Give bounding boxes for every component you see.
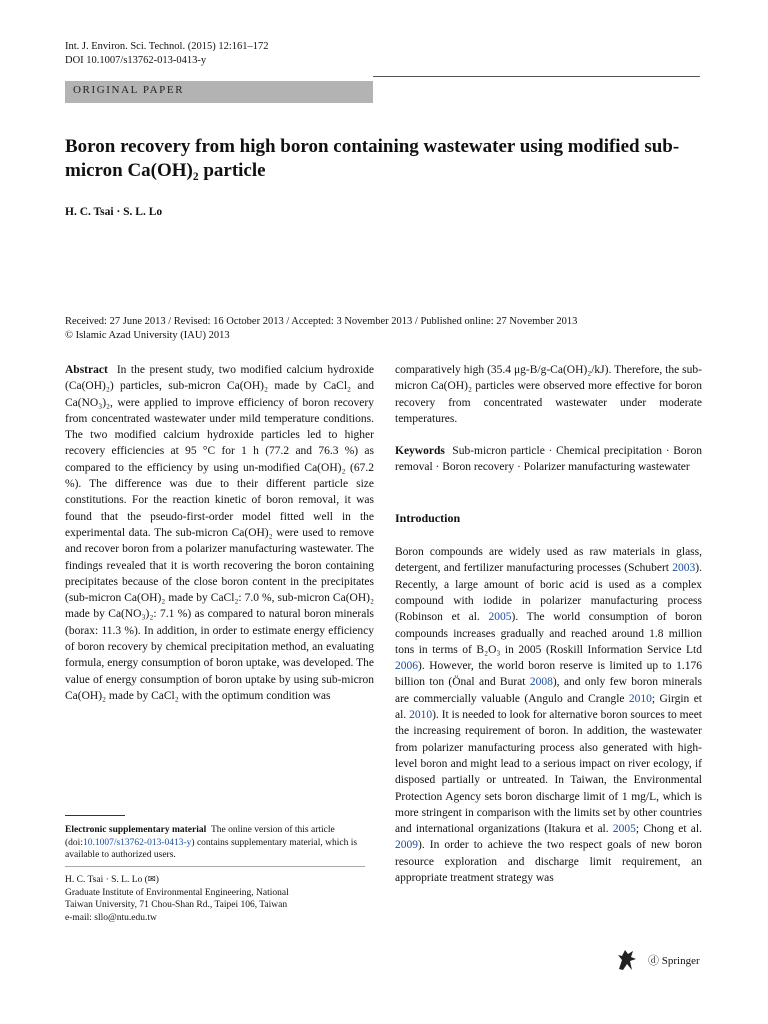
introduction-text xyxy=(395,544,702,886)
publisher-label: Springer xyxy=(661,955,700,967)
footnote-divider xyxy=(65,866,365,867)
intro-text-part: ). In order to achieve the two respect goals of new boron resource exploration and discharge limit requirement, an appropriate treatment strategy was xyxy=(395,839,702,885)
doi-line: DOI 10.1007/s13762-013-0413-y xyxy=(65,55,207,66)
intro-text-part: ; Chong et al. xyxy=(635,823,702,836)
citation-link[interactable]: 2010 xyxy=(409,709,433,722)
esm-doi-link[interactable]: 10.1007/s13762-013-0413-y xyxy=(82,837,192,848)
right-column xyxy=(395,362,702,886)
history-line: Received: 27 June 2013 / Revised: 16 October 2013 / Accepted: 3 November 2013 / Published online: 27 November 2013 xyxy=(65,316,578,327)
authors: H. C. Tsai · S. L. Lo xyxy=(65,206,163,218)
citation-link[interactable]: 2005 xyxy=(488,611,512,624)
contact-email: e-mail: sllo@ntu.edu.tw xyxy=(65,912,157,923)
footnote-separator xyxy=(65,815,125,816)
citation-link[interactable]: 2005 xyxy=(612,823,636,836)
abstract-section xyxy=(65,362,374,704)
contact-institute: Graduate Institute of Environmental Engineering, National xyxy=(65,887,289,898)
section-banner xyxy=(65,81,373,103)
paper-title: Boron recovery from high boron containing wastewater using modified sub-micron Ca(OH)₂ particle xyxy=(65,136,680,181)
corresponding-author xyxy=(65,874,365,924)
abstract-continuation: comparatively high (35.4 μg-B/g-Ca(OH)₂/kJ). Therefore, the sub-micron Ca(OH)₂ particles were observed more effective for boron recovery from concentrated wastewater under moderate temperatures. xyxy=(395,364,702,425)
abstract-heading: Abstract xyxy=(65,364,108,376)
intro-text-part: ). Recently, a large amount of boric acid is used as a complex compound with iodide in polarizer manufacturing process (Robinson et al. xyxy=(395,562,702,624)
citation-link[interactable]: 2010 xyxy=(628,692,652,705)
supplementary-note xyxy=(65,824,365,862)
introduction-heading: Introduction xyxy=(395,510,461,525)
citation-link[interactable]: 2006 xyxy=(395,660,418,673)
section-label: ORIGINAL PAPER xyxy=(73,84,185,96)
contact-names: H. C. Tsai · S. L. Lo (✉) xyxy=(65,875,159,885)
intro-text-part: ), and only few boron minerals are commercially valuable (Angulo and Crangle xyxy=(395,676,702,705)
journal-metadata xyxy=(65,40,269,68)
intro-text-part: ). It is needed to look for alternative boron sources to meet the increasing requirement of boron. In addition, the wastewater from polarizer manufacturing process also generated with high-level boron and might lead to a serious impact on river ecology, if disposed partially or untreated. In Taiwan, the Environmental Protection Agency sets boron discharge limit of 1 mg/L, which is more stringent in comparison with the limits set by other countries and international organizations (Itakura et al. xyxy=(395,709,702,836)
esm-heading: Electronic supplementary material xyxy=(65,825,207,835)
keywords-heading: Keywords xyxy=(395,445,445,458)
abstract-text: In the present study, two modified calcium hydroxide (Ca(OH)₂) particles, sub-micron Ca(OH)₂ made by CaCl₂ and Ca(NO₃)₂, were applied to improve efficiency of boron recovery from concentrated wastewater under mild temperature conditions. The two modified calcium hydroxide particles led to higher recovery efficiencies at 95 °C for 1 h (77.2 and 76.3 %) as compared to the efficiency by using un-modified Ca(OH)₂ (67.2 %). The difference was due to their different particle size constitutions. For the reaction kinetic of boron removal, it was found that the pseudo-first-order model fitted well in the experimental data. The sub-micron Ca(OH)₂ were used to remove and recover boron from a polarizer manufacturing wastewater. The findings revealed that it is worth recovering the boron containing precipitates because of the close boron content in the precipitates (sub-micron Ca(OH)₂ made by CaCl₂: 7.0 %, sub-micron Ca(OH)₂ made by Ca(NO₃)₂: 7.1 %) as compared to natural boron minerals (borax: 11.3 %). In addition, in order to estimate energy efficiency of boron recovery by chemical precipitation method, an evaluating formula, energy consumption of boron uptake, was developed. The value of energy consumption of boron uptake by using sub-micron Ca(OH)₂ made by CaCl₂ with the optimum condition was xyxy=(65,364,375,702)
citation-link[interactable]: 2008 xyxy=(529,676,553,689)
copyright-line: © Islamic Azad University (IAU) 2013 xyxy=(65,330,230,341)
keywords-text: Sub-micron particle · Chemical precipitation · Boron removal · Boron recovery · Polarizer manufacturing wastewater xyxy=(395,445,703,474)
esm-text: ) contains supplementary material, which is available to authorized users. xyxy=(65,837,358,860)
intro-text-part: ). However, the world boron reserve is limited up to 1.176 billion ton (Önal and Burat xyxy=(395,660,702,689)
intro-text-part: ; Girgin et al. xyxy=(395,692,702,722)
journal-line: Int. J. Environ. Sci. Technol. (2015) 12:161–172 xyxy=(65,41,269,52)
citation-link[interactable]: 2009 xyxy=(395,839,418,852)
esm-text: The online version of this article (doi: xyxy=(65,825,335,848)
contact-address: Taiwan University, 71 Chou-Shan Rd., Taipei 106, Taiwan xyxy=(65,900,288,910)
header-rule xyxy=(373,76,700,77)
intro-text-part: Boron compounds are widely used as raw materials in glass, detergent, and fertilizer manufacturing processes (Schubert xyxy=(395,546,702,575)
publisher-name xyxy=(648,952,700,968)
publication-dates xyxy=(65,315,705,343)
keywords-block xyxy=(395,443,702,476)
springer-horse-icon xyxy=(613,947,641,973)
publisher-badge-icon: ⓓ xyxy=(648,955,659,967)
citation-link[interactable]: 2003 xyxy=(672,562,696,575)
intro-text-part: ). The world consumption of boron compounds increases gradually and reached around 1.8 million tons in terms of B₂O₃ in 2005 (Roskill Information Service Ltd xyxy=(395,611,702,656)
